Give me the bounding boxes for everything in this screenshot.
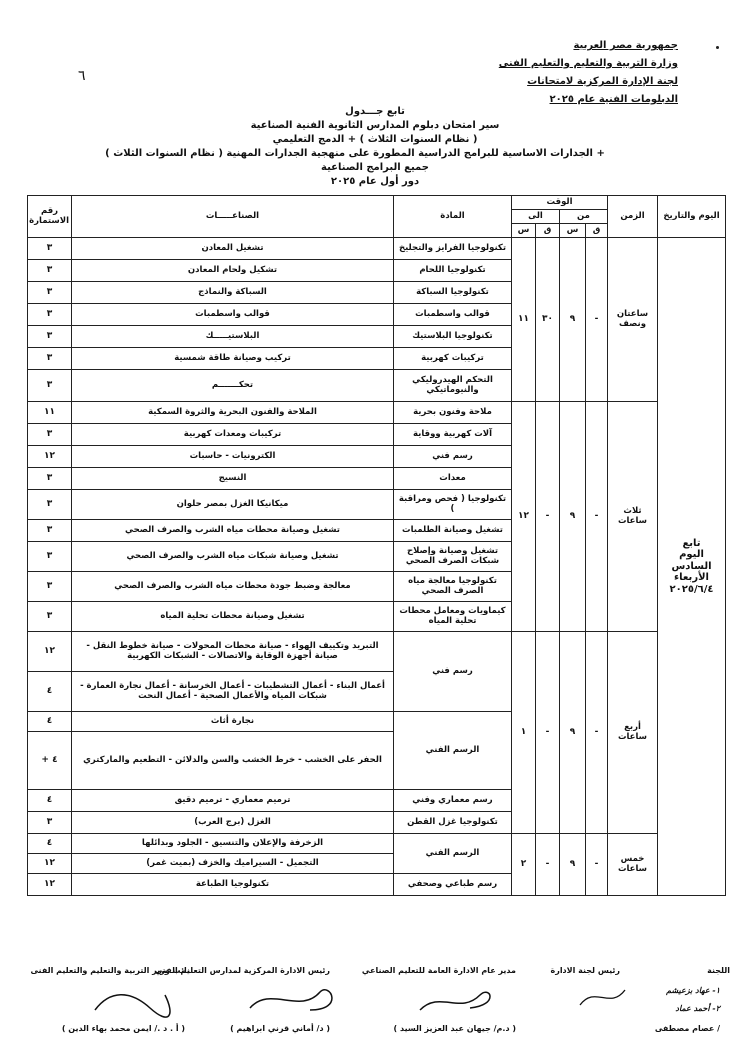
row-form: ٣ [28, 238, 72, 260]
row-form: ١٢ [28, 446, 72, 468]
committee-title: اللجنة [707, 966, 730, 975]
header-form: رقم الاستمارة [28, 196, 72, 238]
header-subject: المادة [394, 196, 512, 238]
row-form: ٣ [28, 812, 72, 834]
row-form: ٣ [28, 424, 72, 446]
deputy-minister-title: نائب وزير التربية والتعليم والتعليم الفنى [30, 966, 190, 975]
row-form: ٣ [28, 282, 72, 304]
header-trades: الصناعـــــات [72, 196, 394, 238]
row-trade: تكنولوجيا الطباعة [72, 874, 394, 896]
row-subject: كيماويات ومعامل محطات تحلية المياه [394, 602, 512, 632]
title-line-1: تابع جـــدول [345, 106, 405, 117]
group-3-duration: أربع ساعات [608, 632, 658, 834]
committee-signature-stroke [580, 990, 625, 1005]
header-to: الى [512, 210, 560, 224]
group-4-to-m: - [536, 834, 560, 896]
day-line-3: السادس [671, 560, 712, 572]
central-signature-stroke [250, 990, 332, 1010]
row-trade: الملاحة والفنون البحرية والثروة السمكية [72, 402, 394, 424]
row-subject: تشغيل وصيانة الطلمبات [394, 520, 512, 542]
row-trade: قوالب واسطمبات [72, 304, 394, 326]
title-line-3: ( نظام السنوات الثلاث ) + الدمج التعليمي [272, 134, 478, 145]
row-form: ٣ [28, 468, 72, 490]
central-admin-name: ( د/ أماني قرني ابراهيم ) [230, 1024, 330, 1033]
row-trade: معالجة وضبط جودة محطات مياه الشرب والصرف الصحي [72, 572, 394, 602]
title-line-4: + الجدارات الاساسية للبرامج الدراسية المطورة على منهجية الجدارات المهنية ( نظام السنوات الثلاث ) [105, 148, 605, 159]
group-1-from-h: ٩ [560, 238, 586, 402]
row-trade: أعمال البناء - أعمال التشطيبات - أعمال الخرسانة - أعمال نجارة العمارة - شبكات المياه والأعمال الصحية - أعمال النحت [72, 672, 394, 712]
row-subject: تشغيل وصيانة وإصلاح شبكات الصرف الصحي [394, 542, 512, 572]
central-admin-title: رئيس الادارة المركزية لمدارس التعليم الفني [154, 966, 330, 975]
group-4-duration: خمس ساعات [608, 834, 658, 896]
row-trade: تشغيل وصيانة محطات تحلية المياه [72, 602, 394, 632]
day-line-5: ٢٠٢٥/٦/٤ [669, 583, 714, 595]
committee-member-3: / عصام مصطفى [654, 1024, 720, 1033]
row-subject: تكنولوجيا البلاستيك [394, 326, 512, 348]
row-subject: تكنولوجيا الفرايز والتجليخ [394, 238, 512, 260]
group-2-to-m: - [536, 402, 560, 632]
row-subject: تكنولوجيا ( فحص ومراقبة ) [394, 490, 512, 520]
row-subject: تكنولوجيا اللحام [394, 260, 512, 282]
row-form: ٤ + [28, 732, 72, 790]
row-form: ١١ [28, 402, 72, 424]
group-4-from-m: - [586, 834, 608, 896]
day-line-4: الأربعاء [674, 572, 709, 584]
committee-member-1: ١- عهاد بزعيشم [666, 986, 720, 995]
row-subject: الرسم الفني [394, 834, 512, 874]
group-3-from-h: ٩ [560, 632, 586, 834]
committee-head-title: رئيس لجنة الادارة [550, 966, 620, 975]
group-1-duration: ساعتان ونصف [608, 238, 658, 402]
row-subject: تكنولوجيا السباكة [394, 282, 512, 304]
group-1-from-m: - [586, 238, 608, 402]
row-trade: تركيبات ومعدات كهربية [72, 424, 394, 446]
group-3-to-h: ١ [512, 632, 536, 834]
group-1-to-m: ٣٠ [536, 238, 560, 402]
deputy-minister-name: ( أ . د ./ ايمن محمد بهاء الدين ) [61, 1024, 185, 1033]
exam-schedule-table [27, 195, 726, 896]
row-trade: السباكة والنماذج [72, 282, 394, 304]
header-day: اليوم والتاريخ [658, 196, 726, 238]
header-line-2: وزارة التربية والتعليم والتعليم الفنى [498, 58, 678, 69]
row-trade: تشغيل المعادن [72, 238, 394, 260]
group-3-to-m: - [536, 632, 560, 834]
group-2-duration: ثلاث ساعات [608, 402, 658, 632]
row-form: ٣ [28, 348, 72, 370]
day-cell [658, 238, 726, 896]
group-2-from-h: ٩ [560, 402, 586, 632]
row-subject: الرسم الفني [394, 712, 512, 790]
group-4-to-h: ٢ [512, 834, 536, 896]
day-line-2: اليوم [679, 549, 704, 561]
page-number: ٦ [78, 68, 86, 84]
header-line-1: جمهورية مصر العربية [573, 40, 678, 51]
row-form: ٣ [28, 490, 72, 520]
row-trade: تحكـــــــم [72, 370, 394, 402]
row-form: ٣ [28, 542, 72, 572]
row-trade: الزخرفة والإعلان والتنسيق - الجلود وبدائلها [72, 834, 394, 854]
row-form: ٣ [28, 326, 72, 348]
header-from-h: س [560, 224, 586, 238]
row-trade: ميكانيكا الغزل بمصر حلوان [72, 490, 394, 520]
row-form: ٣ [28, 370, 72, 402]
row-subject: معدات [394, 468, 512, 490]
row-subject: آلات كهربية ووقاية [394, 424, 512, 446]
row-subject: تكنولوجيا معالجة مياه الصرف الصحي [394, 572, 512, 602]
row-trade: تركيب وصيانة طاقة شمسية [72, 348, 394, 370]
title-line-2: سير امتحان دبلوم المدارس الثانوية الفنية الصناعية [250, 120, 500, 131]
header-line-4: الدبلومات الفنية عام ٢٠٢٥ [549, 94, 678, 105]
title-line-5: جميع البرامج الصناعية [321, 162, 429, 173]
row-form: ١٢ [28, 854, 72, 874]
row-trade: نجارة أثاث [72, 712, 394, 732]
row-subject: التحكم الهيدروليكي والنيوماتيكي [394, 370, 512, 402]
row-subject: تركيبات كهربية [394, 348, 512, 370]
row-form: ٤ [28, 834, 72, 854]
group-4-from-h: ٩ [560, 834, 586, 896]
row-form: ٤ [28, 712, 72, 732]
row-trade: تشغيل وصيانة شبكات مياه الشرب والصرف الصحي [72, 542, 394, 572]
header-to-h: س [512, 224, 536, 238]
group-2-from-m: - [586, 402, 608, 632]
row-subject: رسم فني [394, 632, 512, 712]
row-form: ٣ [28, 520, 72, 542]
row-trade: التبريد وتكييف الهواء - صيانة محطات المحولات - صيانة خطوط النقل - صيانة أجهزة الوقاية والاتصالات - الشبكات الكهربية [72, 632, 394, 672]
deputy-signature-stroke [95, 995, 170, 1017]
row-form: ١٢ [28, 632, 72, 672]
row-subject: رسم معماري وفني [394, 790, 512, 812]
committee-member-2: ٢- أحمد عماد [675, 1004, 720, 1013]
row-subject: ملاحة وفنون بحرية [394, 402, 512, 424]
gm-signature-stroke [420, 992, 490, 1010]
row-trade: الكترونيات - حاسبات [72, 446, 394, 468]
group-3-from-m: - [586, 632, 608, 834]
row-form: ٣ [28, 572, 72, 602]
row-trade: ترميم معماري - ترميم دقيق [72, 790, 394, 812]
header-to-m: ق [536, 224, 560, 238]
group-1-to-h: ١١ [512, 238, 536, 402]
general-manager-name: ( د.م/ جيهان عبد العزيز السيد ) [393, 1024, 516, 1033]
header-line-3: لجنة الإدارة المركزية لامتحانات [527, 76, 678, 87]
row-trade: البلاستيـــــك [72, 326, 394, 348]
row-form: ٣ [28, 260, 72, 282]
margin-dot [716, 46, 719, 49]
day-line-1: تابع [682, 537, 701, 549]
group-2-to-h: ١٢ [512, 402, 536, 632]
row-subject: رسم فني [394, 446, 512, 468]
row-subject: قوالب واسطمبات [394, 304, 512, 326]
row-trade: الحفر على الخشب - خرط الخشب والسن والدلائن - التطعيم والماركتري [72, 732, 394, 790]
row-trade: الغزل (برج العرب) [72, 812, 394, 834]
title-line-6: دور أول عام ٢٠٢٥ [330, 176, 420, 187]
header-time: الوقت [512, 196, 608, 210]
row-form: ١٢ [28, 874, 72, 896]
row-form: ٣ [28, 304, 72, 326]
row-form: ٤ [28, 672, 72, 712]
row-subject: تكنولوجيا غزل القطن [394, 812, 512, 834]
row-form: ٣ [28, 602, 72, 632]
row-trade: تشكيل ولحام المعادن [72, 260, 394, 282]
row-trade: تشغيل وصيانة محطات مياه الشرب والصرف الصحي [72, 520, 394, 542]
row-trade: النسيج [72, 468, 394, 490]
header-from: من [560, 210, 608, 224]
row-form: ٤ [28, 790, 72, 812]
signature-strokes [0, 980, 750, 1025]
row-subject: رسم طباعي وصحفي [394, 874, 512, 896]
header-from-m: ق [586, 224, 608, 238]
row-trade: التجميل - السيراميك والخزف (بميت غمر) [72, 854, 394, 874]
header-duration: الزمن [608, 196, 658, 238]
general-manager-title: مدير عام الادارة العامة للتعليم الصناعي [361, 966, 516, 975]
